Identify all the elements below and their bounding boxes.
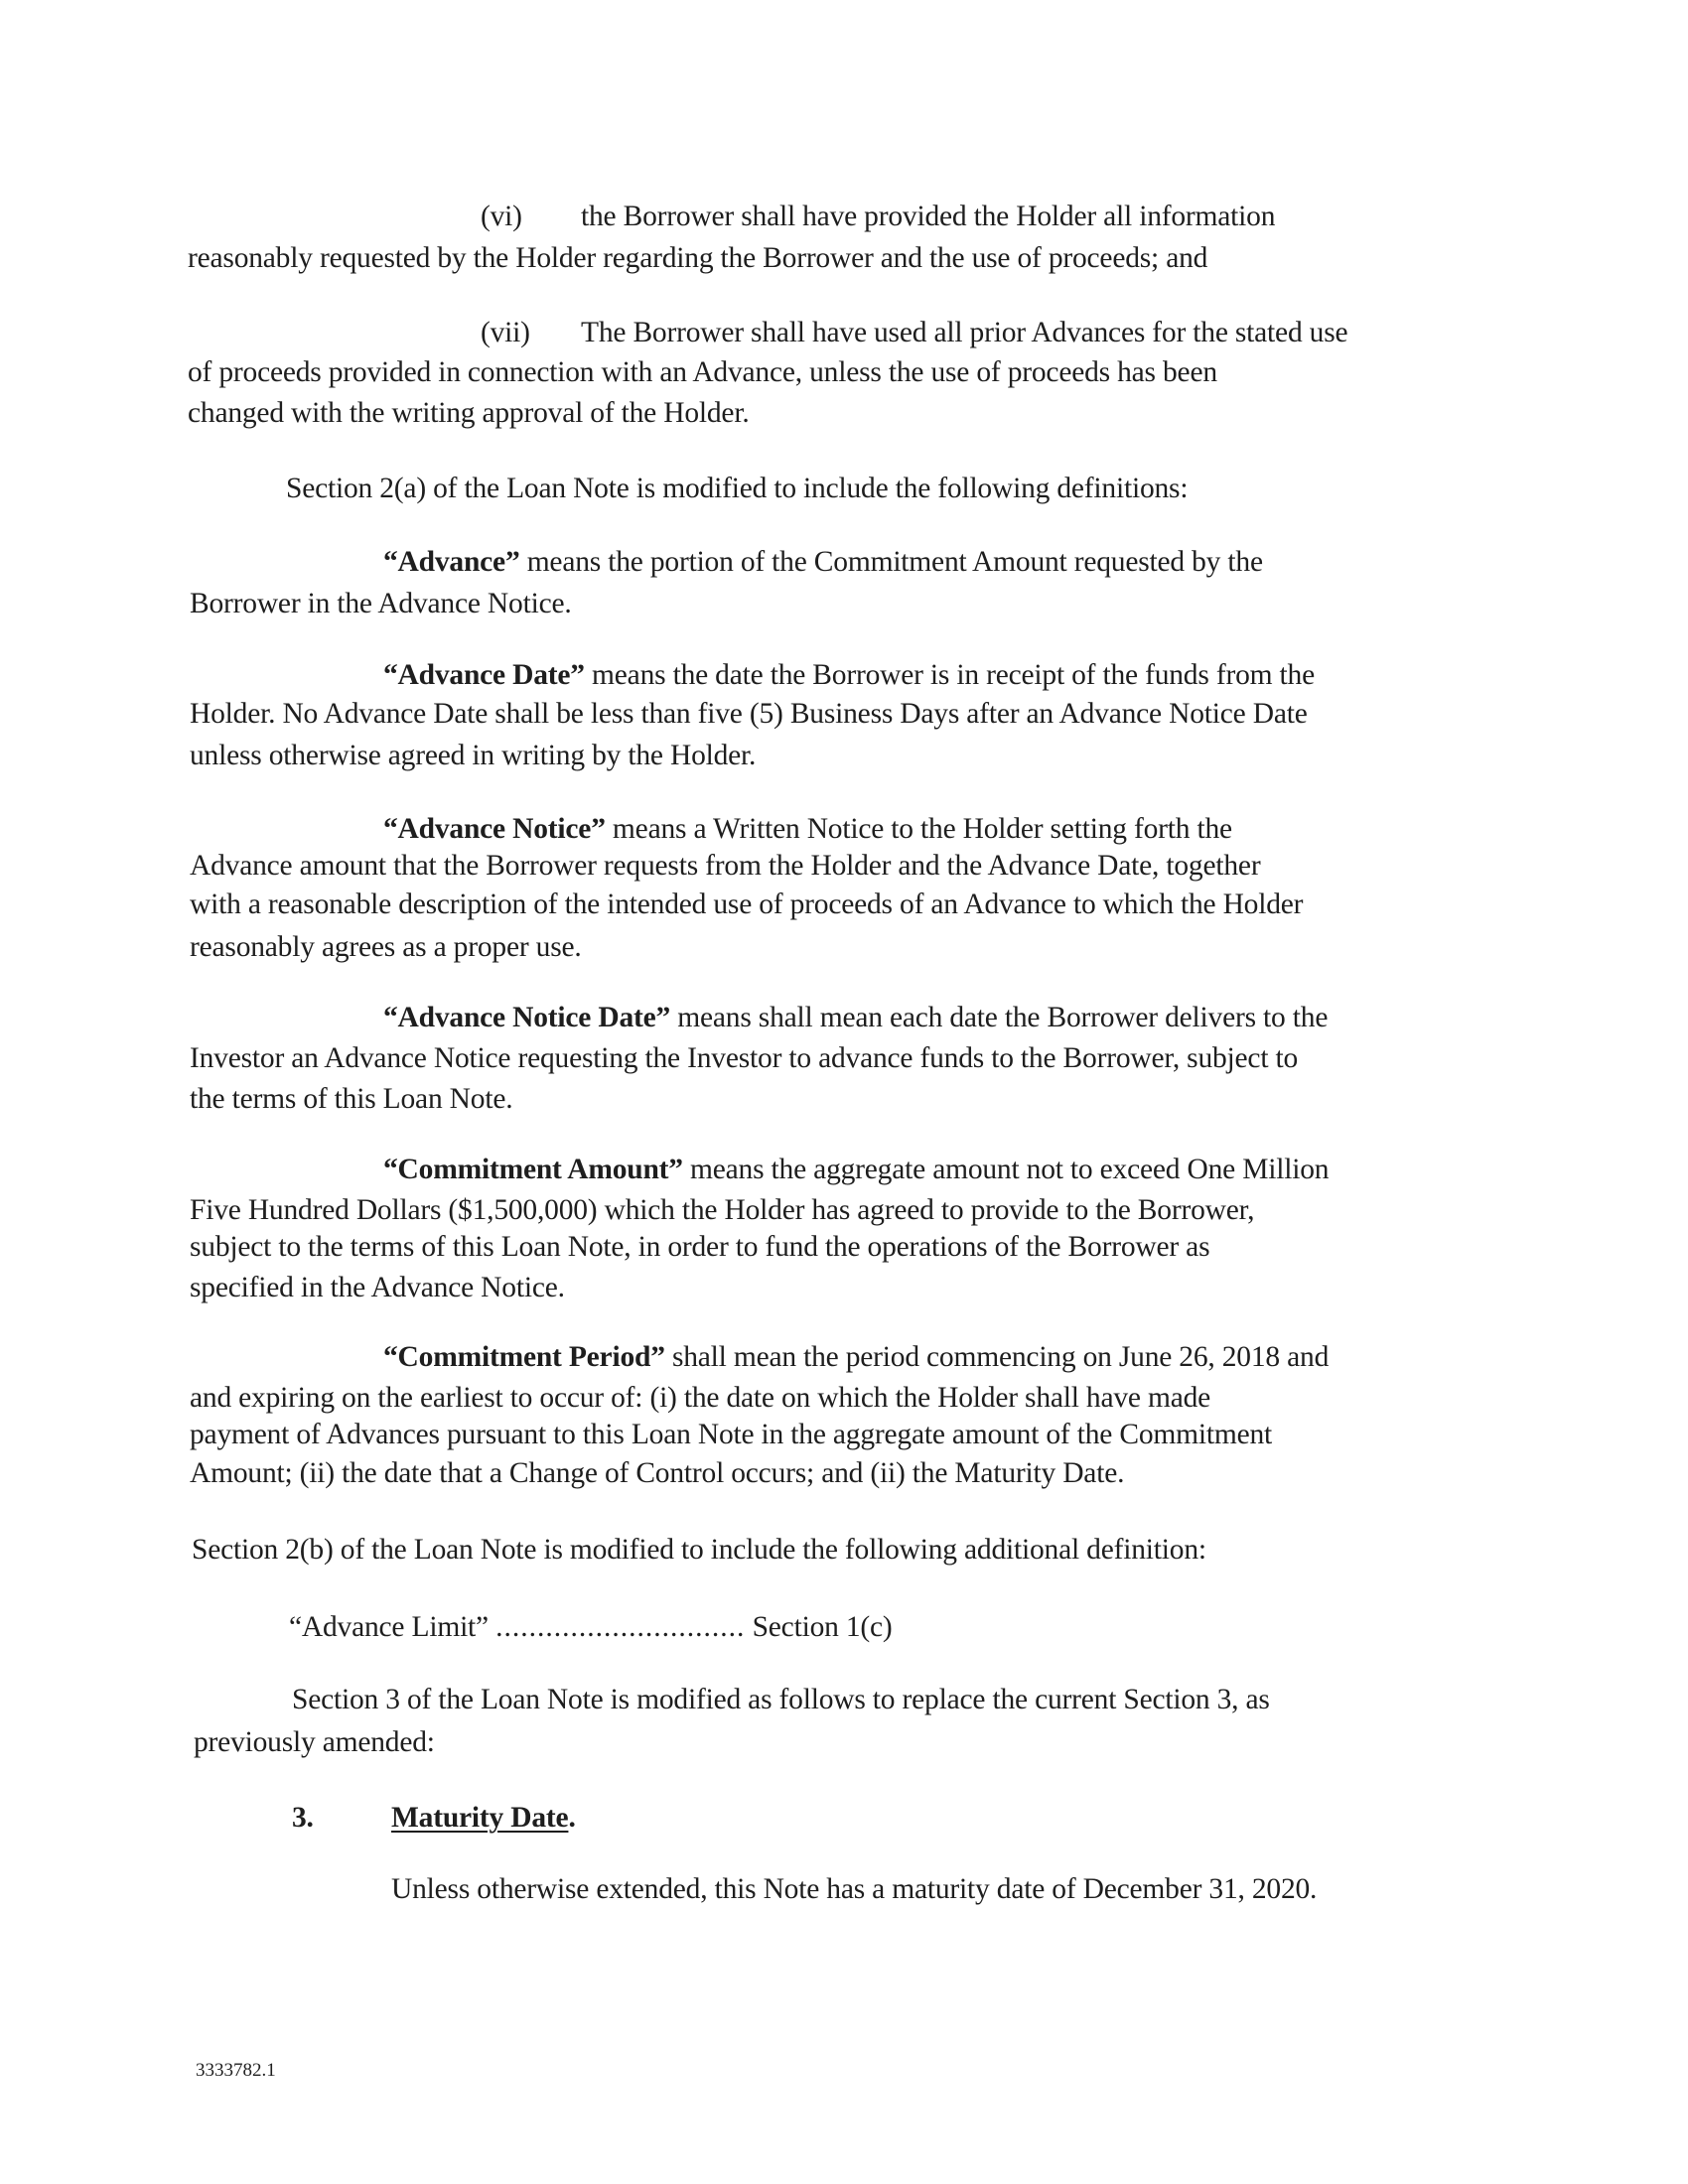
definition-line: Five Hundred Dollars ($1,500,000) which the Holder has agreed to provide to the Borrower, xyxy=(190,1194,1255,1226)
index-entry-advance-limit xyxy=(289,1609,893,1645)
definition-line: Investor an Advance Notice requesting the Investor to advance funds to the Borrower, subject to xyxy=(190,1042,1299,1074)
definition-term: “Commitment Amount” xyxy=(383,1154,683,1185)
definition-line: Amount; (ii) the date that a Change of Control occurs; and (ii) the Maturity Date. xyxy=(190,1457,1125,1489)
definition-term: “Advance Date” xyxy=(383,659,585,691)
definition-advance-notice-date xyxy=(383,1000,1328,1035)
definition-advance xyxy=(383,544,1263,580)
definition-line: payment of Advances pursuant to this Loan Note in the aggregate amount of the Commitment xyxy=(190,1419,1273,1450)
definition-advance-notice xyxy=(383,811,1232,847)
section-2b-intro: Section 2(b) of the Loan Note is modified to include the following additional definition: xyxy=(192,1534,1206,1566)
definition-term: “Advance” xyxy=(383,546,520,578)
section-2a-intro: Section 2(a) of the Loan Note is modified to include the following definitions: xyxy=(286,473,1189,504)
definition-line: with a reasonable description of the intended use of proceeds of an Advance to which the Holder xyxy=(190,888,1304,920)
definition-text: means the portion of the Commitment Amount requested by the xyxy=(519,546,1263,578)
definition-text: means the date the Borrower is in receipt of the funds from the xyxy=(584,659,1315,691)
definition-text: means shall mean each date the Borrower delivers to the xyxy=(670,1002,1329,1033)
definition-text: means the aggregate amount not to exceed One Million xyxy=(682,1154,1330,1185)
definition-line: Borrower in the Advance Notice. xyxy=(190,588,572,619)
index-entry-reference: Section 1(c) xyxy=(752,1611,893,1643)
definition-line: specified in the Advance Notice. xyxy=(190,1272,565,1303)
definition-term: “Advance Notice Date” xyxy=(383,1002,671,1033)
dot-leader: .............................. xyxy=(495,1611,746,1643)
item-vii-first-line: The Borrower shall have used all prior Advances for the stated use xyxy=(581,317,1348,348)
section-3-number: 3. xyxy=(292,1802,314,1834)
item-vii-line: of proceeds provided in connection with an Advance, unless the use of proceeds has been xyxy=(188,356,1217,388)
section-3-heading xyxy=(391,1800,576,1836)
definition-commitment-amount xyxy=(383,1152,1329,1187)
definition-line: Holder. No Advance Date shall be less than five (5) Business Days after an Advance Notice Date xyxy=(190,698,1308,730)
item-vii-line: changed with the writing approval of the Holder. xyxy=(188,397,750,429)
item-vi-line: reasonably requested by the Holder regarding the Borrower and the use of proceeds; and xyxy=(188,242,1208,274)
definition-line: unless otherwise agreed in writing by the Holder. xyxy=(190,740,757,771)
item-vi-marker: (vi) xyxy=(481,201,522,232)
item-vii-marker: (vii) xyxy=(481,317,530,348)
definition-commitment-period xyxy=(383,1339,1329,1375)
index-entry-term: “Advance Limit” xyxy=(289,1611,489,1643)
definition-line: Advance amount that the Borrower requests from the Holder and the Advance Date, together xyxy=(190,850,1261,882)
definition-text: shall mean the period commencing on June 26, 2018 and xyxy=(664,1341,1330,1373)
definition-line: the terms of this Loan Note. xyxy=(190,1083,513,1115)
section-3-heading-punct: . xyxy=(568,1802,576,1834)
definition-line: and expiring on the earliest to occur of: (i) the date on which the Holder shall have made xyxy=(190,1382,1211,1414)
section-3-heading-text: Maturity Date xyxy=(391,1802,569,1834)
document-page-id: 3333782.1 xyxy=(196,2060,276,2081)
definition-line: subject to the terms of this Loan Note, in order to fund the operations of the Borrower as xyxy=(190,1231,1210,1263)
definition-term: “Advance Notice” xyxy=(383,813,606,845)
definition-term: “Commitment Period” xyxy=(383,1341,665,1373)
definition-advance-date xyxy=(383,657,1315,693)
definition-text: means a Written Notice to the Holder setting forth the xyxy=(605,813,1232,845)
definition-line: reasonably agrees as a proper use. xyxy=(190,931,582,963)
item-vi-first-line: the Borrower shall have provided the Holder all information xyxy=(581,201,1276,232)
section-3-intro-line: previously amended: xyxy=(194,1726,435,1758)
section-3-intro: Section 3 of the Loan Note is modified as follows to replace the current Section 3, as xyxy=(292,1684,1270,1715)
section-3-body: Unless otherwise extended, this Note has a maturity date of December 31, 2020. xyxy=(391,1873,1318,1905)
